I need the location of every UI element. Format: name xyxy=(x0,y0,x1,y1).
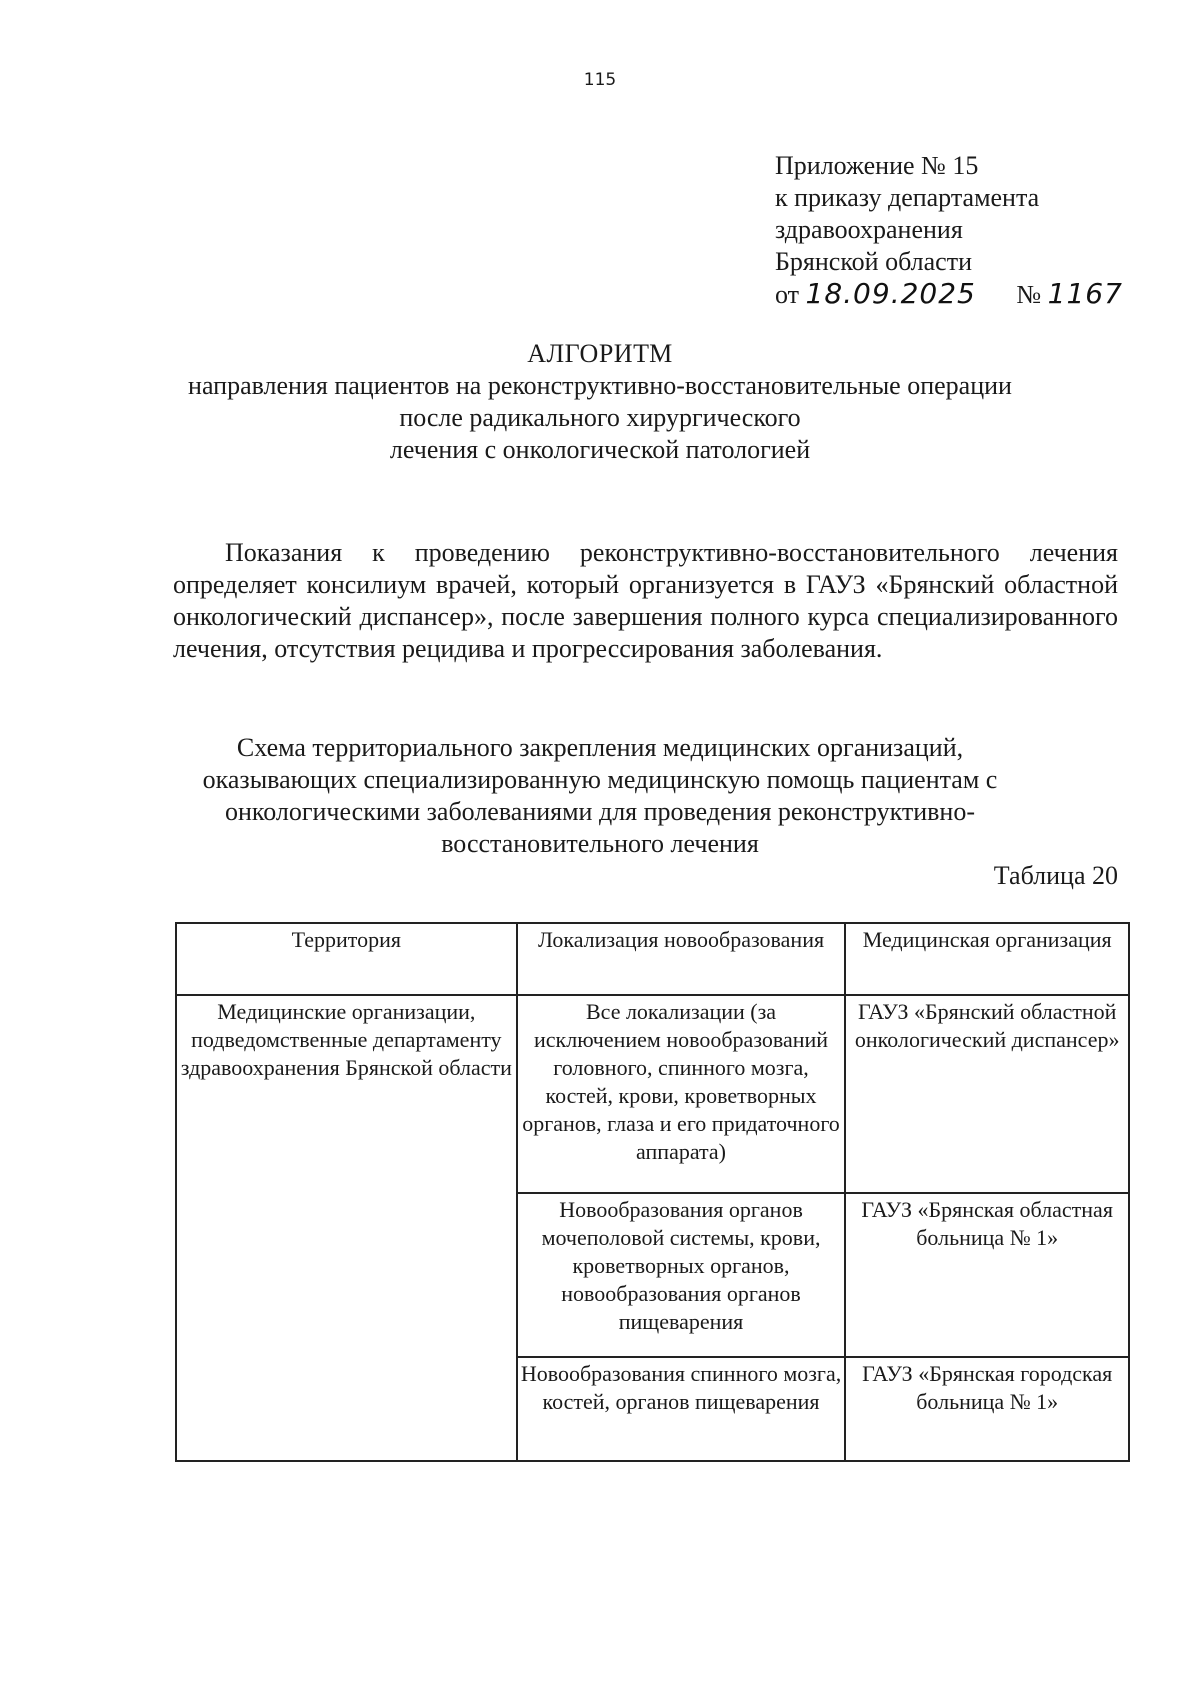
header-localization: Локализация новообразования xyxy=(517,923,846,995)
localization-cell: Все локализации (за исключением новообразований головного, спинного мозга, костей, крови, кроветворных органов, глаза и его придаточного аппарата) xyxy=(517,995,846,1193)
indications-paragraph: Показания к проведению реконструктивно-восстановительного лечения определяет консилиум врачей, который организуется в ГАУЗ «Брянский областной онкологический диспансер», после завершения полного курса специализированного лечения, отсутствия рецидива и прогрессирования заболевания. xyxy=(173,538,1118,663)
organization-cell: ГАУЗ «Брянская областная больница № 1» xyxy=(845,1193,1129,1357)
appendix-title: Приложение № 15 xyxy=(775,151,979,180)
scheme-heading xyxy=(0,732,1200,860)
document-subtitle-line-1: направления пациентов на реконструктивно-восстановительные операции xyxy=(188,371,1012,400)
appendix-region: Брянской области xyxy=(775,247,972,276)
appendix-department: здравоохранения xyxy=(775,215,963,244)
appendix-date-number-line xyxy=(775,278,1123,311)
document-subtitle-line-3: лечения с онкологической патологией xyxy=(389,435,811,464)
scheme-heading-line-3: онкологическими заболеваниями для проведения реконструктивно- xyxy=(224,797,975,826)
territorial-assignment-table xyxy=(175,922,1130,1462)
organization-cell: ГАУЗ «Брянская городская больница № 1» xyxy=(845,1357,1129,1461)
table-row xyxy=(176,995,1129,1193)
header-organization: Медицинская организация xyxy=(845,923,1129,995)
document-subtitle-line-2: после радикального хирургического xyxy=(399,403,801,432)
scheme-heading-line-4: восстановительного лечения xyxy=(441,829,759,858)
document-title-block xyxy=(0,338,1200,466)
localization-cell: Новообразования спинного мозга, костей, органов пищеварения xyxy=(517,1357,846,1461)
scheme-heading-line-1: Схема территориального закрепления медицинских организаций, xyxy=(236,733,964,762)
organization-cell: ГАУЗ «Брянский областной онкологический диспансер» xyxy=(845,995,1129,1193)
appendix-block xyxy=(775,150,1123,311)
scheme-heading-line-2: оказывающих специализированную медицинскую помощь пациентам с xyxy=(202,765,998,794)
page-number: 115 xyxy=(583,70,617,90)
handwritten-date: 18.09.2025 xyxy=(805,277,976,310)
localization-cell: Новообразования органов мочеполовой системы, крови, кроветворных органов, новообразования органов пищеварения xyxy=(517,1193,846,1357)
number-sign-label: № xyxy=(1016,280,1042,309)
document-title: АЛГОРИТМ xyxy=(527,339,673,368)
table-label: Таблица 20 xyxy=(993,861,1118,890)
table-header-row xyxy=(176,923,1129,995)
appendix-order-ref: к приказу департамента xyxy=(775,183,1040,212)
from-label: от xyxy=(775,280,800,309)
territory-cell: Медицинские организации, подведомственные департаменту здравоохранения Брянской области xyxy=(176,995,517,1461)
handwritten-order-number: 1167 xyxy=(1047,277,1123,310)
header-territory: Территория xyxy=(176,923,517,995)
